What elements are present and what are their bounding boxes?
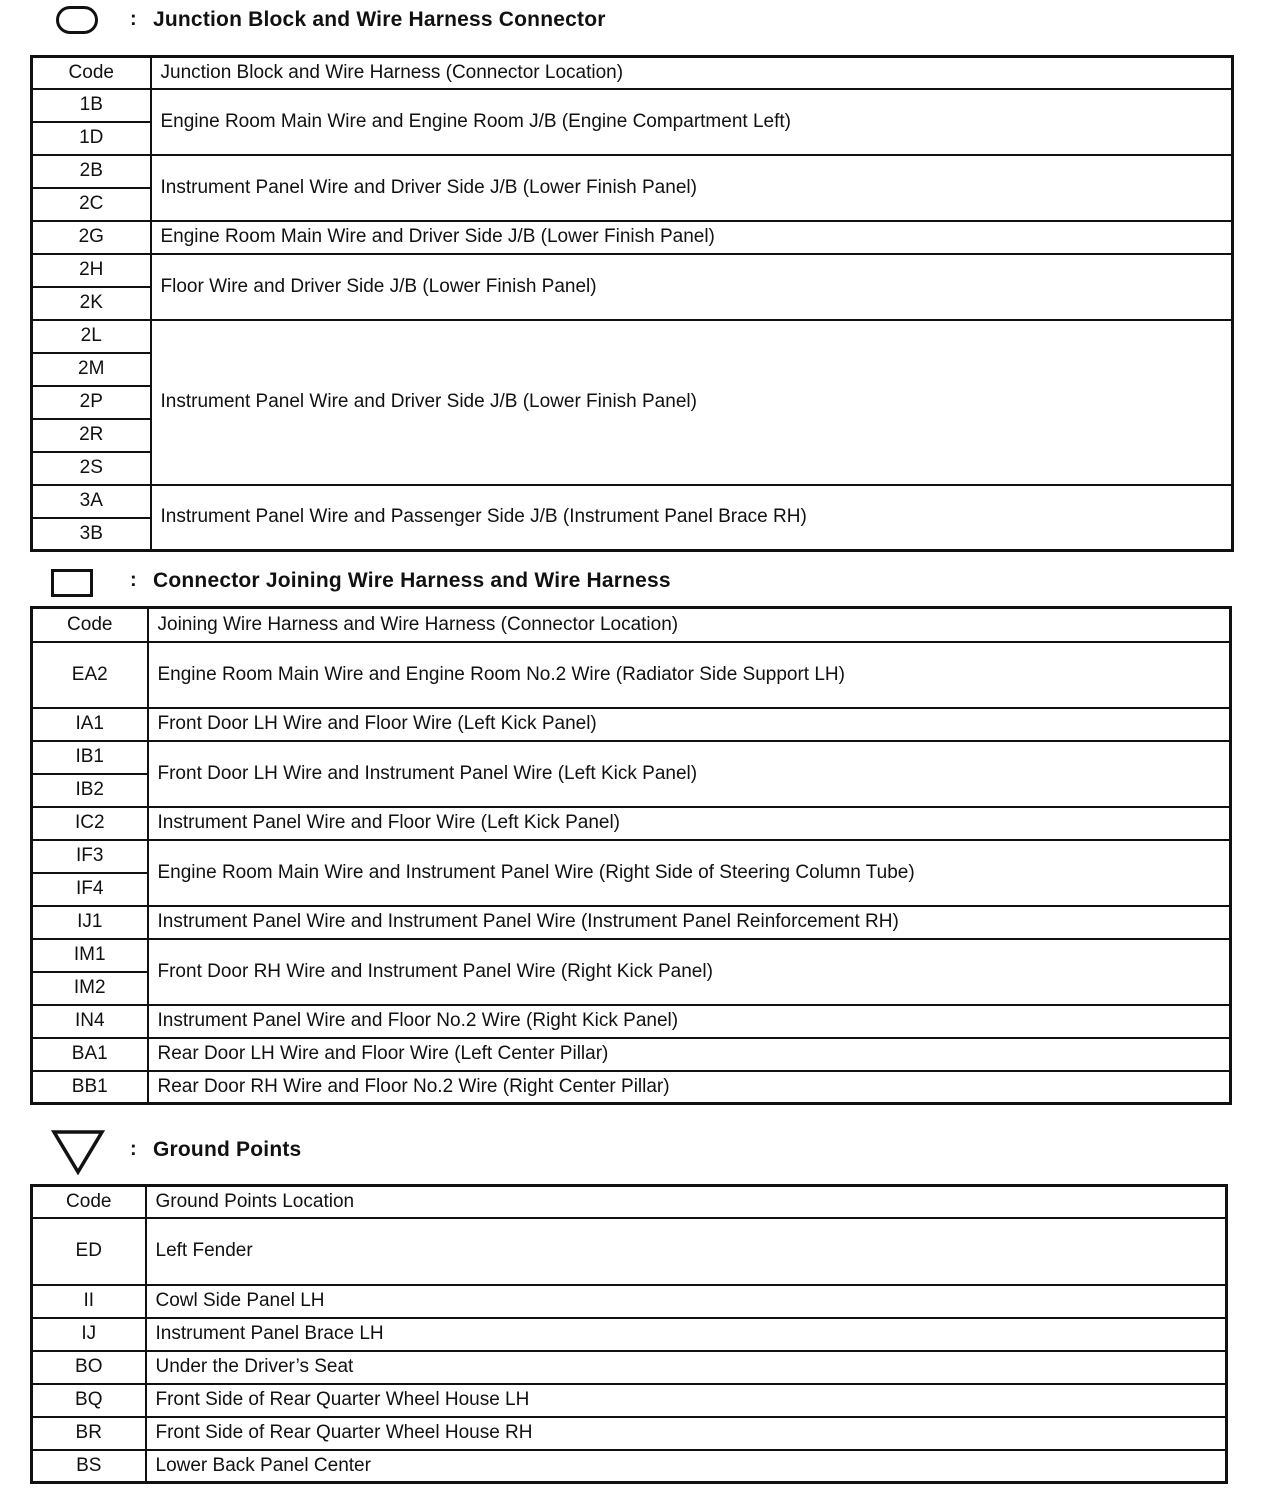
table-row — [32, 1038, 1231, 1071]
connector-code-cell: 2L — [32, 320, 151, 353]
table-row — [32, 1384, 1227, 1417]
section-title: Connector Joining Wire Harness and Wire Harness — [153, 569, 671, 592]
column-header-code: Code — [32, 1186, 146, 1218]
location-description-cell: Front Door LH Wire and Instrument Panel Wire (Left Kick Panel) — [148, 741, 1231, 807]
table-row — [32, 807, 1231, 840]
connector-code-cell: IC2 — [32, 807, 148, 840]
location-description-cell: Instrument Panel Wire and Instrument Panel Wire (Instrument Panel Reinforcement RH) — [148, 906, 1231, 939]
table-row — [32, 1285, 1227, 1318]
location-description-cell: Front Door RH Wire and Instrument Panel Wire (Right Kick Panel) — [148, 939, 1231, 1005]
table-row — [32, 155, 1233, 188]
section-heading-connector-joining — [0, 563, 1264, 603]
oval-symbol-icon — [56, 6, 98, 34]
connector-code-cell: EA2 — [32, 642, 148, 708]
location-description-cell: Rear Door LH Wire and Floor Wire (Left Center Pillar) — [148, 1038, 1231, 1071]
column-header-code: Code — [32, 57, 151, 89]
connector-code-cell: 2H — [32, 254, 151, 287]
table-row — [32, 840, 1231, 873]
table-row — [32, 1450, 1227, 1483]
connector-code-cell: IB1 — [32, 741, 148, 774]
location-description-cell: Engine Room Main Wire and Engine Room No.2 Wire (Radiator Side Support LH) — [148, 642, 1231, 708]
location-description-cell: Instrument Panel Wire and Driver Side J/B (Lower Finish Panel) — [151, 155, 1233, 221]
column-header-location: Ground Points Location — [146, 1186, 1227, 1218]
table-row — [32, 1351, 1227, 1384]
table-row — [32, 939, 1231, 972]
location-description-cell: Engine Room Main Wire and Engine Room J/B (Engine Compartment Left) — [151, 89, 1233, 155]
connector-code-cell: BB1 — [32, 1071, 148, 1104]
connector-code-cell: II — [32, 1285, 146, 1318]
connector-code-cell: 3A — [32, 485, 151, 518]
table-row — [32, 89, 1233, 122]
connector-joining-table — [30, 606, 1232, 1105]
table-row — [32, 254, 1233, 287]
ground-points-table — [30, 1184, 1228, 1484]
location-description-cell: Instrument Panel Brace LH — [146, 1318, 1227, 1351]
location-description-cell: Front Door LH Wire and Floor Wire (Left Kick Panel) — [148, 708, 1231, 741]
connector-code-cell: IJ — [32, 1318, 146, 1351]
table-row — [32, 1417, 1227, 1450]
location-description-cell: Instrument Panel Wire and Floor Wire (Left Kick Panel) — [148, 807, 1231, 840]
table-row — [32, 1218, 1227, 1285]
table-row — [32, 320, 1233, 353]
connector-code-cell: 2S — [32, 452, 151, 485]
heading-colon: : — [130, 1138, 137, 1160]
connector-code-cell: IM1 — [32, 939, 148, 972]
connector-code-cell: 1B — [32, 89, 151, 122]
location-description-cell: Front Side of Rear Quarter Wheel House RH — [146, 1417, 1227, 1450]
connector-code-cell: 1D — [32, 122, 151, 155]
column-header-code: Code — [32, 608, 148, 642]
location-description-cell: Instrument Panel Wire and Driver Side J/B (Lower Finish Panel) — [151, 320, 1233, 485]
location-description-cell: Rear Door RH Wire and Floor No.2 Wire (Right Center Pillar) — [148, 1071, 1231, 1104]
connector-code-cell: 2G — [32, 221, 151, 254]
connector-code-cell: BR — [32, 1417, 146, 1450]
table-row — [32, 642, 1231, 708]
section-title: Ground Points — [153, 1138, 302, 1161]
location-description-cell: Cowl Side Panel LH — [146, 1285, 1227, 1318]
connector-code-cell: BO — [32, 1351, 146, 1384]
table-header-row — [32, 608, 1231, 642]
table-row — [32, 1071, 1231, 1104]
connector-code-cell: 3B — [32, 518, 151, 551]
connector-code-cell: IF4 — [32, 873, 148, 906]
connector-code-cell: 2M — [32, 353, 151, 386]
section-heading-ground-points — [0, 1128, 1264, 1168]
connector-code-cell: IA1 — [32, 708, 148, 741]
location-description-cell: Engine Room Main Wire and Driver Side J/B (Lower Finish Panel) — [151, 221, 1233, 254]
connector-code-cell: IM2 — [32, 972, 148, 1005]
location-description-cell: Left Fender — [146, 1218, 1227, 1285]
connector-code-cell: BS — [32, 1450, 146, 1483]
location-description-cell: Floor Wire and Driver Side J/B (Lower Finish Panel) — [151, 254, 1233, 320]
connector-code-cell: IN4 — [32, 1005, 148, 1038]
connector-code-cell: ED — [32, 1218, 146, 1285]
table-header-row — [32, 57, 1233, 89]
connector-code-cell: BA1 — [32, 1038, 148, 1071]
connector-code-cell: IB2 — [32, 774, 148, 807]
location-description-cell: Under the Driver’s Seat — [146, 1351, 1227, 1384]
connector-code-cell: 2R — [32, 419, 151, 452]
connector-code-cell: 2B — [32, 155, 151, 188]
location-description-cell: Instrument Panel Wire and Passenger Side J/B (Instrument Panel Brace RH) — [151, 485, 1233, 551]
table-row — [32, 708, 1231, 741]
connector-code-cell: 2C — [32, 188, 151, 221]
heading-colon: : — [130, 8, 137, 30]
triangle-symbol-icon — [50, 1128, 106, 1176]
heading-colon: : — [130, 569, 137, 591]
location-description-cell: Instrument Panel Wire and Floor No.2 Wire (Right Kick Panel) — [148, 1005, 1231, 1038]
connector-code-cell: 2K — [32, 287, 151, 320]
rectangle-symbol-icon — [51, 569, 93, 597]
table-row — [32, 906, 1231, 939]
table-row — [32, 1318, 1227, 1351]
table-row — [32, 221, 1233, 254]
location-description-cell: Engine Room Main Wire and Instrument Panel Wire (Right Side of Steering Column Tube) — [148, 840, 1231, 906]
connector-code-cell: BQ — [32, 1384, 146, 1417]
table-row — [32, 1005, 1231, 1038]
table-header-row — [32, 1186, 1227, 1218]
connector-code-cell: IF3 — [32, 840, 148, 873]
connector-code-cell: 2P — [32, 386, 151, 419]
junction-block-table — [30, 55, 1234, 552]
column-header-location: Joining Wire Harness and Wire Harness (Connector Location) — [148, 608, 1231, 642]
section-title: Junction Block and Wire Harness Connector — [153, 8, 606, 31]
connector-code-cell: IJ1 — [32, 906, 148, 939]
section-heading-junction-block — [0, 0, 1264, 40]
table-row — [32, 741, 1231, 774]
location-description-cell: Front Side of Rear Quarter Wheel House LH — [146, 1384, 1227, 1417]
table-row — [32, 485, 1233, 518]
column-header-location: Junction Block and Wire Harness (Connector Location) — [151, 57, 1233, 89]
location-description-cell: Lower Back Panel Center — [146, 1450, 1227, 1483]
